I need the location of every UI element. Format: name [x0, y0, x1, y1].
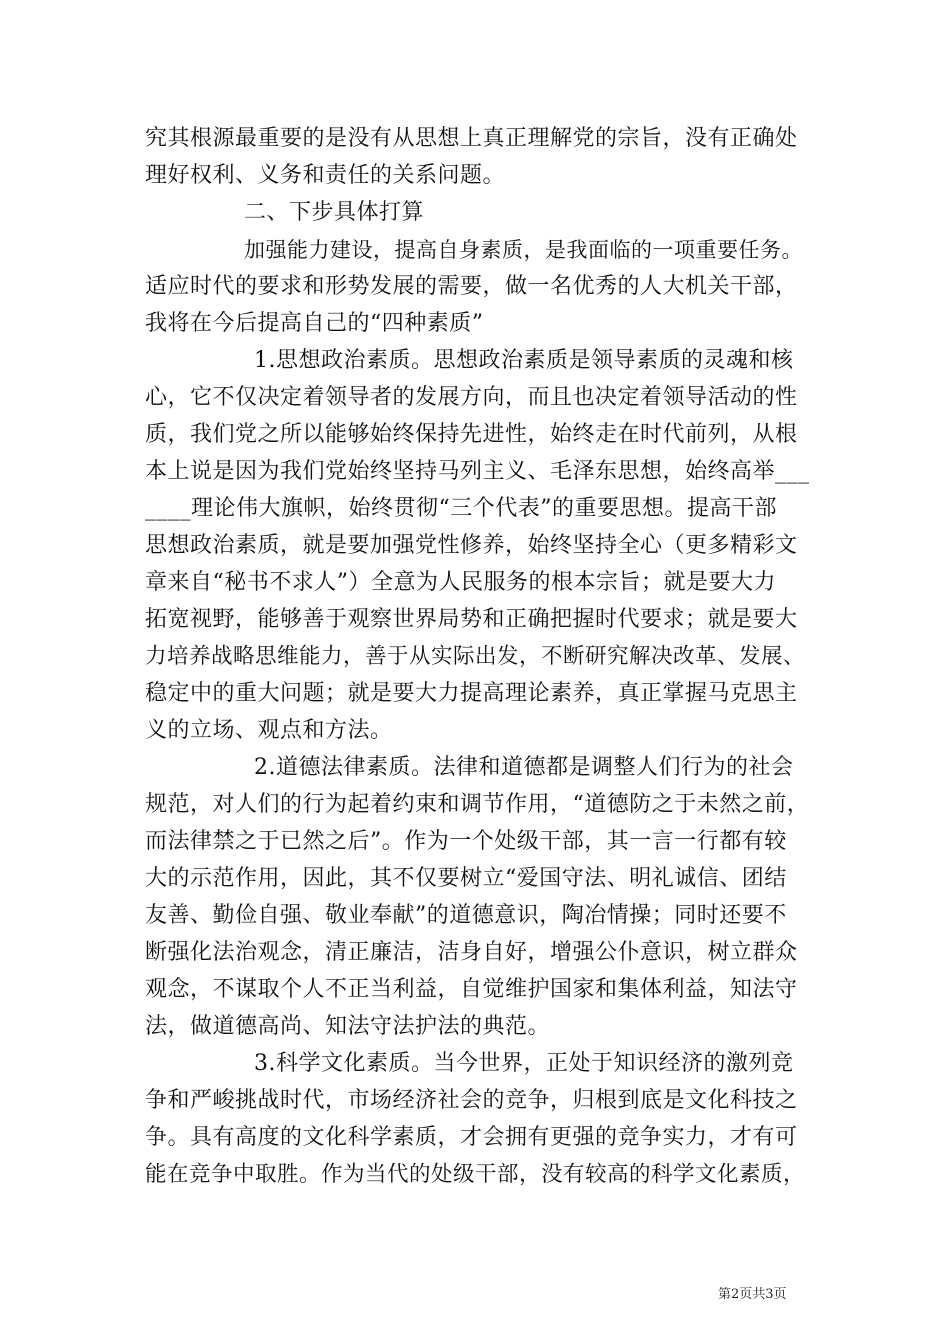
text-line: 争。具有高度的文化科学素质，才会拥有更强的竞争实力，才有可: [145, 1125, 798, 1150]
text-line: 1.思想政治素质。思想政治素质是领导素质的灵魂和核: [254, 348, 794, 373]
text-line: 大的示范作用，因此，其不仅要树立“爱国守法、明礼诚信、团结: [145, 866, 787, 891]
text-line: 而法律禁之于已然之后”。作为一个处级干部，其一言一行都有较: [145, 829, 787, 854]
text-line: 观念，不谋取个人不正当利益，自觉维护国家和集体利益，知法守: [145, 977, 798, 1002]
text-line: 规范，对人们的行为起着约束和调节作用，“道德防之于未然之前，: [145, 792, 810, 817]
text-line: 稳定中的重大问题；就是要大力提高理论素养，真正掌握马克思主: [145, 681, 798, 706]
text-line: 理好权利、义务和责任的关系问题。: [145, 163, 506, 188]
text-line: 适应时代的要求和形势发展的需要，做一名优秀的人大机关干部，: [145, 274, 798, 299]
text-line: 本上说是因为我们党始终坚持马列主义、毛泽东思想，始终高举___: [145, 459, 810, 484]
text-line: 义的立场、观点和方法。: [145, 718, 393, 743]
text-line: 拓宽视野，能够善于观察世界局势和正确把握时代要求；就是要大: [145, 607, 798, 632]
text-line: 能在竞争中取胜。作为当代的处级干部，没有较高的科学文化素质，: [145, 1162, 806, 1187]
text-line: 争和严峻挑战时代，市场经济社会的竞争，归根到底是文化科技之: [145, 1088, 798, 1113]
text-line: ____理论伟大旗帜，始终贯彻“三个代表”的重要思想。提高干部: [145, 496, 777, 521]
text-line: 友善、勤俭自强、敬业奉献”的道德意识，陶冶情操；同时还要不: [145, 903, 787, 928]
text-line: 究其根源最重要的是没有从思想上真正理解党的宗旨，没有正确处: [145, 126, 798, 151]
text-line: 力培养战略思维能力，善于从实际出发，不断研究解决改革、发展、: [145, 644, 806, 669]
text-line: 2.道德法律素质。法律和道德都是调整人们行为的社会: [254, 755, 794, 780]
text-line: 我将在今后提高自己的“四种素质”: [145, 311, 484, 336]
text-line: 3.科学文化素质。当今世界，正处于知识经济的激列竞: [254, 1051, 794, 1076]
text-line: 质，我们党之所以能够始终保持先进性，始终走在时代前列，从根: [145, 422, 798, 447]
section-heading: 二、下步具体打算: [244, 200, 425, 225]
text-line: 思想政治素质，就是要加强党性修养，始终坚持全心（更多精彩文: [145, 533, 798, 558]
text-line: 法，做道德高尚、知法守法护法的典范。: [145, 1014, 551, 1039]
text-line: 加强能力建设，提高自身素质，是我面临的一项重要任务。: [244, 238, 803, 262]
text-line: 断强化法治观念，清正廉洁，洁身自好，增强公仆意识，树立群众: [145, 940, 798, 965]
text-line: 心，它不仅决定着领导者的发展方向，而且也决定着领导活动的性: [145, 385, 798, 410]
text-line: 章来自“秘书不求人”）全意为人民服务的根本宗旨；就是要大力: [145, 570, 776, 595]
page-number: 第2页共3页: [718, 1287, 787, 1302]
